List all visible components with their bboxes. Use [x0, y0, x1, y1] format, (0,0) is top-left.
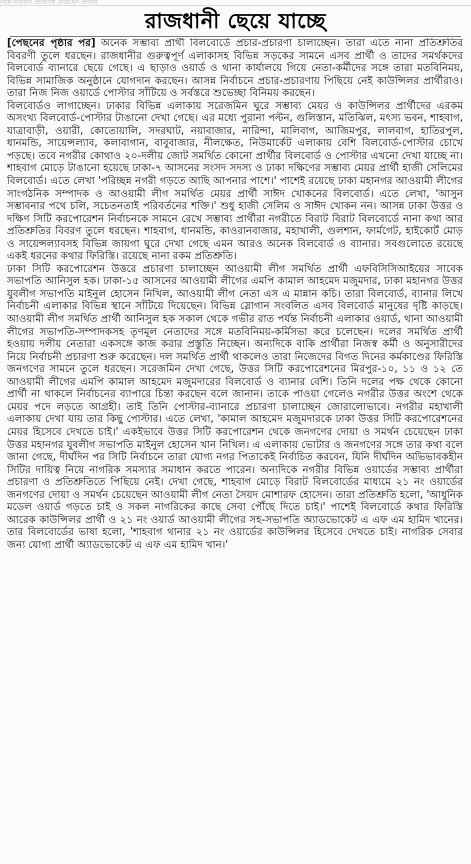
headline-rule — [10, 36, 461, 37]
headline: রাজধানী ছেয়ে যাচ্ছে — [144, 9, 326, 33]
top-strip-text: নিয়ে নির্বাচনী প্রচারণায় নেমেছেন প্রার্থীরা — [0, 0, 471, 6]
paragraph-text: অনেক সম্ভাব্য প্রার্থী বিলবোর্ডে প্রচার-প্রচারণা চালাচ্ছেন। তারা এতে নানা প্রতিশ্রুতির বিবরণী তুলে ধরছেন। রাজধানীর গুরুত্বপূর্ণ এলাকাসহ বিভিন্ন সড়কের সামনে এসব প্রার্থী ও তাদের সমর্থকদের বিলবোর্ড ব্যানারে ছেয়ে গেছে। এ ছাড়াও ওয়ার্ড ও থানা কার্যালয়ে গিয়ে নেতা-কর্মীদের সঙ্গে তারা মতবিনিময়, বিভিন্ন সামাজিক অনুষ্ঠানে যোগদান করছেন। আসন্ন নির্বাচনে প্রচার-প্রচারণায় পিছিয়ে নেই কাউন্সিলর প্রার্থীরাও। তারা নিজ নিজ ওয়ার্ডে পোস্টার সাঁটিয়ে ও সর্বস্তরে শুভেচ্ছা বিনিময় করছেন। — [7, 38, 463, 100]
article-paragraph: বিলবোর্ডও লাগাচ্ছেন। ঢাকার বিভিন্ন এলাকায় সরেজমিন ঘুরে সম্ভাব্য মেয়র ও কাউন্সিলর প্রার্থীদের এরকম অসংখ্য বিলবোর্ড-পোস্টার টাঙানো দেখা গেছে। এর মধ্যে পুরানা পল্টন, গুলিস্তান, মতিঝিল, মৎস্য ভবন, শাহবাগ, যাত্রাবাড়ী, ওয়ারী, কোতোয়ালি, সদরঘাট, নয়াবাজার, নারিন্দা, মালিবাগ, আজিমপুর, লালবাগ, হাতিরপুল, ধানমন্ডি, সায়েন্সল্যাব, কলাবাগান, বাবুবাজার, নীলক্ষেত, নিউমার্কেট এলাকায় বেশি বিলবোর্ড-পোস্টার চোখে পড়ছে। তবে নগরীর কোথাও ২০-দলীয় জোট সমর্থিত কোনো প্রার্থীর বিলবোর্ড ও পোস্টার এখনো দেখা যাচ্ছে না। শাহবাগ মোড়ে টাঙানো হয়েছে ঢাকা-৭ আসনের সংসদ সদস্য ও ঢাকা দক্ষিণের সম্ভাব্য মেয়র প্রার্থী হাজী সেলিমের বিলবোর্ড। এতে লেখা 'পরিচ্ছন্ন নগরী গড়তে আছি আপনার পাশে।' পাশেই রয়েছে ঢাকা মহানগর আওয়ামী লীগের সাংগঠনিক সম্পাদক ও আওয়ামী লীগ সমর্থিত মেয়র প্রার্থী সাঈদ খোকনের বিলবোর্ড। এতে লেখা, 'আসুন সম্ভাবনার পথে চলি, সচেতনতাই পরিবর্তনের শক্তি।' শুধু হাজী সেলিম ও সাঈদ খোকন নন। আসন্ন ঢাকা উত্তর ও দক্ষিণ সিটি করপোরেশন নির্বাচনকে সামনে রেখে সম্ভাব্য প্রার্থীরা নগরীতে বিরাট বিরাট বিলবোর্ডে নানা কথা আর প্রতিশ্রুতির বিবরণ তুলে ধরছেন। শাহবাগ, ধানমন্ডি, কাওরানবাজার, মহাখালী, গুলশান, ফার্মগেট, হাইকোর্ট মোড় ও সায়েন্সল্যাবসহ বিভিন্ন জায়গা ঘুরে দেখা গেছে এমন আরও অনেক বিলবোর্ড ও ব্যানার। সবগুলোতে রয়েছে একই ধরনের কথার ফিরিস্তি। রয়েছে নানা রকম প্রতিশ্রুতি। — [7, 100, 463, 263]
article-paragraph — [7, 38, 463, 101]
continuation-kicker: [পেছনের পৃষ্ঠার পর] — [7, 38, 96, 49]
article-body — [7, 38, 463, 860]
article-paragraph: ঢাকা সিটি করপোরেশন উত্তরে প্রচারণা চালাচ্ছেন আওয়ামী লীগ সমর্থিত প্রার্থী এফবিসিসিআইয়ের সাবেক সভাপতি আনিসুল হক। ঢাকা-১৫ আসনের আওয়ামী লীগের এমপি কামাল আহমেদ মজুমদার, ঢাকা মহানগর উত্তর যুবলীগ সভাপতি মাইনুল হোসেন নিখিল, আওয়ামী লীগ নেতা এস এ মান্নান কচি। তারা বিলবোর্ড, ব্যানার লিখে নির্বাচনী এলাকার বিভিন্ন স্থানে সাঁটিয়ে দিয়েছেন। বিভিন্ন স্লোগান সংবলিত এসব বিলবোর্ড মানুষের দৃষ্টি কাড়ছে। আওয়ামী লীগ সমর্থিত প্রার্থী আনিসুল হক সকাল থেকে গভীর রাত পর্যন্ত নির্বাচনী এলাকার ওয়ার্ড, থানা আওয়ামী লীগের সভাপতি-সম্পাদকসহ তৃণমূল নেতাদের সঙ্গে মতবিনিময়-কর্মিসভা করে চলেছেন। দলের সমর্থিত প্রার্থী হওয়ায় দলীয় নেতারা একসঙ্গে কাজ করার প্রস্তুতি নিচ্ছেন। অন্যদিকে বাকি প্রার্থীরা নিজস্ব কর্মী ও অনুসারীদের নিয়ে নির্বাচনী প্রচারণা শুরু করেছেন। দল সমর্থিত প্রার্থী থাকলেও তারা নিজেদের বিগত দিনের কর্মকাণ্ডের ফিরিস্তি জনগণের সামনে তুলে ধরছেন। সরেজমিন দেখা গেছে, উত্তর সিটি করপোরেশনের মিরপুর-১০, ১১ ও ১২ তে আওয়ামী লীগের এমপি কামাল আহমেদ মজুমদারের বিলবোর্ড ও ব্যানার বেশি। তিনি দলের পক্ষ থেকে কোনো প্রার্থী না থাকলে নির্বাচনের ব্যাপারে চিন্তা করছেন বলে জানান। তাকে পাওয়া গেলেও নগরীর উত্তর অংশে থেকে মেয়র পদে লড়তে আগ্রহী। তাই তিনি পোস্টার-ব্যানারে প্রচারণা চালাচ্ছেন জোরালোভাবে। নগরীর মহাখালী এলাকায় দেখা যায় তার কিছু পোস্টার। এতে লেখা, 'কামাল আহমেদ মজুমদারকে ঢাকা উত্তর সিটি করপোরেশনের মেয়র হিসেবে দেখতে চাই।' একইভাবে উত্তর সিটি করপোরেশন থেকে জনগণের দোয়া ও সমর্থন চেয়েছেন ঢাকা উত্তর মহানগর যুবলীগ সভাপতি মাইনুল হোসেন খান নিখিল। এ এলাকায় ভোটার ও জনগণের সঙ্গে তার কথা বলে জানা গেছে, দীর্ঘদিন পর সিটি নির্বাচনে তারা যোগ্য নগর পিতাকেই নির্বাচিত করবেন, যিনি দীর্ঘদিন অভিভাবকহীন সিটির দায়িত্ব নিয়ে নাগরিক সমস্যার সমাধান করতে পারেন। অন্যদিকে নগরীর বিভিন্ন ওয়ার্ডের সম্ভাব্য প্রার্থীরা প্রচারণা ও প্রতিশ্রুতিতে পিছিয়ে নেই। দেখা গেছে, শাহবাগ মোড়ে বিরাট বিলবোর্ডের মাধ্যমে ২১ নং ওয়ার্ডের জনগণের দোয়া ও সমর্থন চেয়েছেন আওয়ামী লীগ নেতা সৈয়দ মোশারফ হোসেন। তারা প্রতিশ্রুতি হলো, 'আধুনিক মডেল ওয়ার্ড গড়তে চাই ও সকল নাগরিকের কাছে সেবা পৌঁছে দিতে চাই।' পাশেই বিলবোর্ডে কথার ফিরিস্তি আরেক কাউন্সিলর প্রার্থী ও ২১ নং ওয়ার্ড আওয়ামী লীগের সহ-সভাপতি অ্যাডভোকেট এ এফ এম হামিদ খানের। তার বিলবোর্ডের ভাষা হলো, 'শাহবাগ থানার ২১ নং ওয়ার্ডের কাউন্সিলর হিসেবে দেখতে চাই। নাগরিক সেবার জন্য যোগ্য প্রার্থী অ্যাডভোকেট এ এফ এম হামিদ খান।' — [7, 263, 463, 551]
